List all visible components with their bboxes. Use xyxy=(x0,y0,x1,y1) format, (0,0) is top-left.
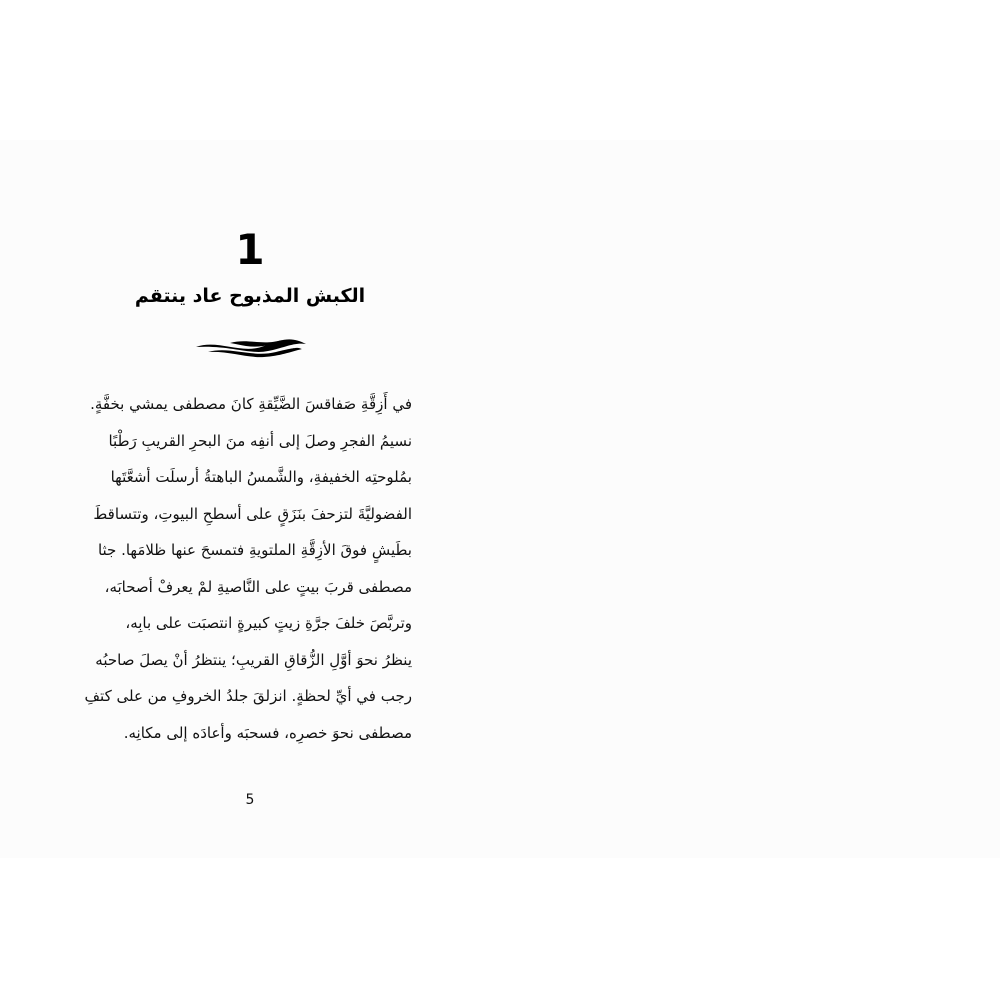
chapter-body xyxy=(80,386,412,751)
body-line: رجب في أيِّ لحظةٍ. انزلقَ جلدُ الخروفِ من على كتفِ xyxy=(84,687,412,705)
body-line: مصطفى نحوَ خصرِه، فسحبَه وأعادَه إلى مكانِه. xyxy=(123,723,412,742)
page-number: 5 xyxy=(245,792,255,808)
body-line: مصطفى قربَ بيتٍ على النَّاصيةِ لمْ يعرفْ أصحابَه، xyxy=(104,577,412,596)
body-line: بطَيشٍ فوقَ الأزِقَّةِ الملتويةِ فتمسحَ عنها ظلامَها. جثا xyxy=(97,541,412,559)
body-line: وتربَّصَ خلفَ جرَّةِ زيتٍ كبيرةٍ انتصبَت على بابِه، xyxy=(125,614,412,632)
wave-ornament-icon xyxy=(190,332,310,360)
chapter-number: 1 xyxy=(235,225,265,274)
body-line: نسيمُ الفجرِ وصلَ إلى أنفِه منَ البحرِ القريبِ رَطْبًا xyxy=(108,431,412,450)
chapter-title: الكبش المذبوح عاد ينتقم xyxy=(134,285,366,307)
body-line: الفضوليَّةَ لتزحفَ بنَزَقٍ على أسطحِ البيوتِ، وتتساقطَ xyxy=(93,504,412,523)
body-line: في أَزِقَّةِ صَفاقسَ الضَّيِّقةِ كانَ مصطفى يمشي بخفَّةٍ. xyxy=(90,395,412,413)
body-line: بمُلوحتِه الخفيفةِ، والشَّمسُ الباهتةُ أرسلَت أشعَّتَها xyxy=(110,468,412,486)
body-line: ينظرُ نحوَ أوَّلِ الزُّقاقِ القريبِ؛ ينتظرُ أنْ يصلَ صاحبُه xyxy=(95,650,412,669)
